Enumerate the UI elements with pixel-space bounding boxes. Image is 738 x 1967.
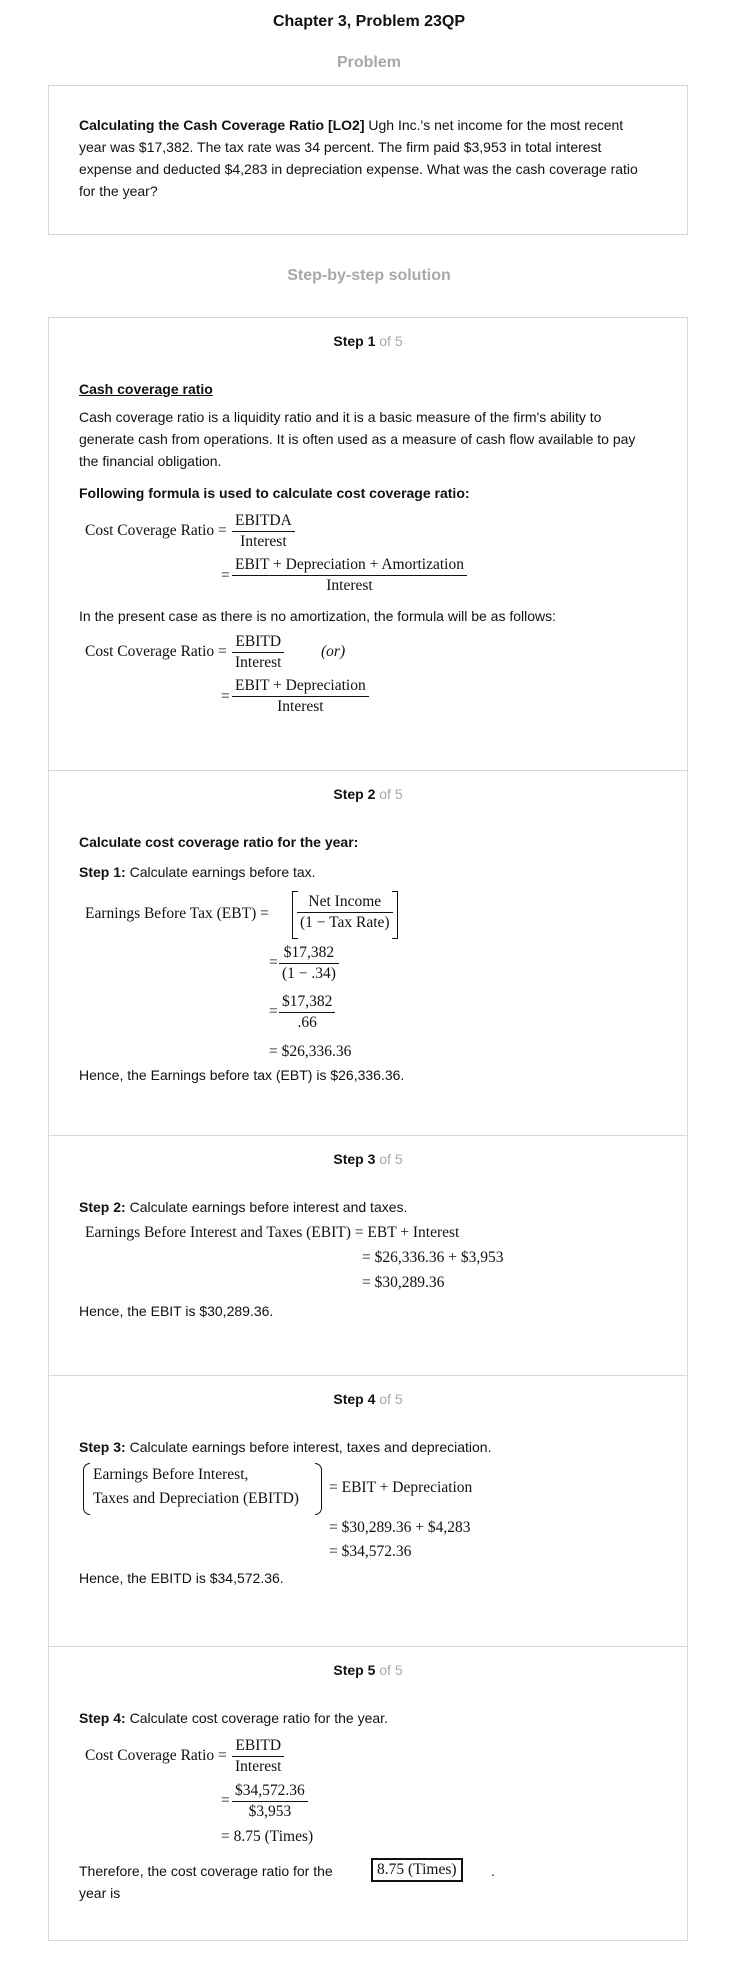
formula-equals: =: [221, 567, 230, 584]
step-5-panel: [48, 1646, 688, 1941]
ebitd-label-2: Taxes and Depreciation (EBITD): [93, 1490, 299, 1507]
problem-heading: Problem: [336, 54, 401, 71]
step-4-header: Step 4 of 5: [333, 1391, 403, 1407]
formula-fraction: EBITDA Interest: [232, 511, 295, 552]
formula-lhs: Cost Coverage Ratio =: [85, 522, 227, 539]
step-2-heading: Calculate cost coverage ratio for the year:: [79, 834, 359, 850]
paren-right: [315, 1463, 322, 1515]
substep-line: Step 4: Calculate cost coverage ratio for the year.: [79, 1710, 388, 1726]
present-case-text: In the present case as there is no amortization, the formula will be as follows:: [79, 608, 557, 624]
problem-lead: Calculating the Cash Coverage Ratio [LO2]: [79, 117, 365, 133]
step-2-conclusion: Hence, the Earnings before tax (EBT) is $26,336.36.: [79, 1067, 405, 1083]
problem-text: [79, 114, 659, 202]
equals: =: [269, 954, 278, 971]
step-2-header: Step 2 of 5: [333, 786, 403, 802]
ebitd-rhs: = EBIT + Depreciation: [329, 1479, 473, 1496]
formula-heading: Following formula is used to calculate cost coverage ratio:: [79, 485, 470, 501]
ebt-result: = $26,336.36: [269, 1043, 352, 1060]
paren-left: [83, 1463, 90, 1515]
ebit-line-2: = $26,336.36 + $3,953: [362, 1249, 504, 1266]
ccr-fraction: EBITD Interest: [232, 1736, 284, 1777]
formula-fraction: EBIT + Depreciation Interest: [232, 676, 369, 717]
ebitd-line-2: = $30,289.36 + $4,283: [329, 1519, 471, 1536]
conclusion-period: .: [491, 1863, 495, 1879]
answer-box: 8.75 (Times): [371, 1858, 463, 1882]
step-5-conclusion: Therefore, the cost coverage ratio for the year is: [79, 1863, 333, 1901]
ccr-result: = 8.75 (Times): [221, 1828, 314, 1845]
ebit-line-1: Earnings Before Interest and Taxes (EBIT) = EBT + Interest: [85, 1224, 460, 1241]
ebt-fraction-1: $\frac{\$17,382}{(1 - .34)}$: [279, 943, 339, 984]
problem-line: year was $17,382. The tax rate was 34 percent. The firm paid $3,953 in total interest: [79, 139, 602, 155]
formula-lhs: Cost Coverage Ratio =: [85, 643, 227, 660]
substep-line: Step 3: Calculate earnings before interest, taxes and depreciation.: [79, 1439, 492, 1455]
equals: =: [269, 1003, 278, 1020]
step-3-conclusion: Hence, the EBIT is $30,289.36.: [79, 1303, 274, 1319]
ebt-fraction-2: $\frac{\$17,382}{.66}$: [279, 992, 335, 1033]
problem-line: Ugh Inc.'s net income for the most recent: [364, 117, 624, 133]
ebt-bracket-fraction: Net Income (1 − Tax Rate): [297, 892, 393, 933]
page-title: Chapter 3, Problem 23QP: [272, 13, 466, 30]
step-3-header: Step 3 of 5: [333, 1151, 403, 1167]
cash-coverage-subheading: Cash coverage ratio: [79, 381, 213, 397]
step-1-panel: [48, 317, 688, 770]
ccr-lhs: Cost Coverage Ratio =: [85, 1747, 227, 1764]
or-label: (or): [321, 643, 346, 660]
ebt-lhs: Earnings Before Tax (EBT) =: [85, 905, 269, 922]
step-4-conclusion: Hence, the EBITD is $34,572.36.: [79, 1570, 284, 1586]
bracket-right: [392, 891, 398, 939]
substep-line: Step 2: Calculate earnings before interest and taxes.: [79, 1199, 408, 1215]
formula-equals: =: [221, 688, 230, 705]
ccr-value-fraction: $\frac{\$34,572.36}{\$3,953}$: [232, 1781, 308, 1822]
step-2-panel: [48, 770, 688, 1135]
formula-fraction: EBITD Interest: [232, 632, 284, 673]
equals: =: [221, 1792, 230, 1809]
problem-box: [48, 85, 688, 235]
formula-fraction: EBIT + Depreciation + Amortization Interest: [232, 555, 467, 596]
ebit-line-3: = $30,289.36: [362, 1274, 445, 1291]
step-3-panel: [48, 1135, 688, 1375]
definition-paragraph: Cash coverage ratio is a liquidity ratio and it is a basic measure of the firm's ability to generate cash from operations. It is often used as a measure of cash flow available to pay the financial obligation.: [79, 409, 636, 469]
solution-heading: Step-by-step solution: [287, 267, 451, 284]
problem-line: for the year?: [79, 183, 158, 199]
substep-line: Step 1: Calculate earnings before tax.: [79, 864, 316, 880]
problem-line: expense and deducted $4,283 in depreciation expense. What was the cash coverage ratio: [79, 161, 638, 177]
step-4-panel: [48, 1375, 688, 1646]
ebitd-label-1: Earnings Before Interest,: [93, 1466, 249, 1483]
step-5-header: Step 5 of 5: [333, 1662, 403, 1678]
step-1-header: Step 1 of 5: [333, 333, 403, 349]
ebitd-line-3: = $34,572.36: [329, 1543, 412, 1560]
